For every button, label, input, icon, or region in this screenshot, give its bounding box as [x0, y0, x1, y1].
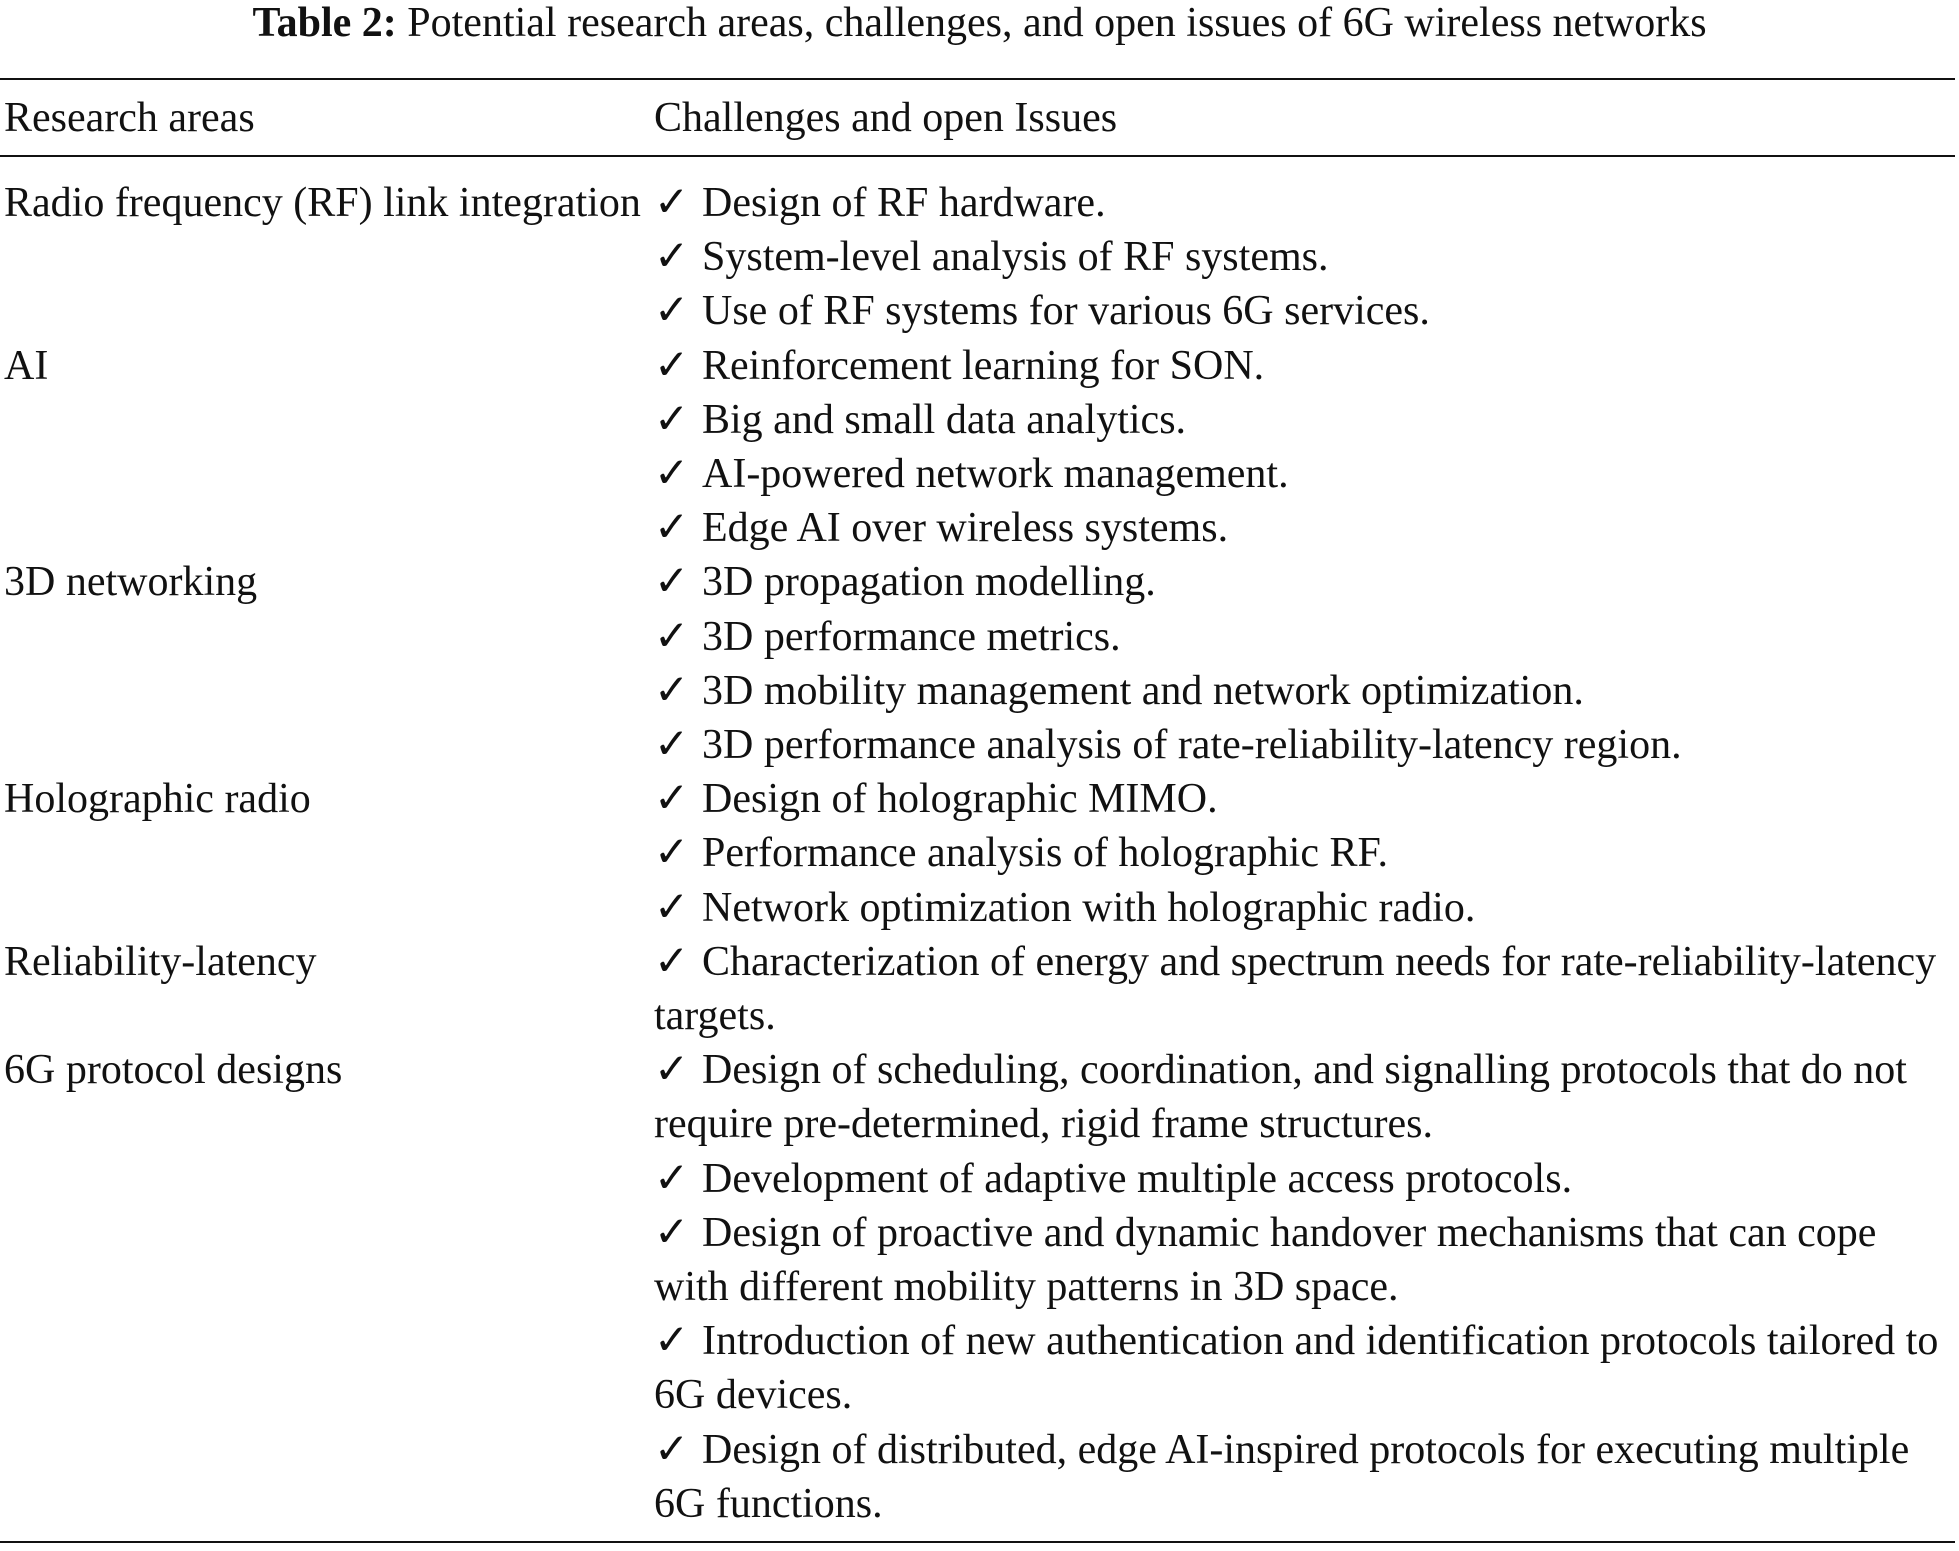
challenge-text: Characterization of energy and spectrum needs for rate-reliability-latency targets. — [654, 938, 1937, 1040]
challenge-text: Use of RF systems for various 6G services. — [702, 288, 1430, 335]
table-row — [0, 555, 1955, 772]
checkmark-icon: ✓ — [654, 1426, 690, 1473]
challenge-item — [654, 230, 1955, 284]
table-caption — [0, 0, 1959, 48]
checkmark-icon: ✓ — [654, 288, 690, 335]
table-row — [0, 1043, 1955, 1531]
research-area-cell: Radio frequency (RF) link integration — [4, 180, 641, 226]
table-row — [0, 176, 1955, 339]
checkmark-icon: ✓ — [654, 776, 690, 823]
challenge-item — [654, 339, 1955, 393]
checkmark-icon: ✓ — [654, 396, 690, 443]
checkmark-icon: ✓ — [654, 722, 690, 769]
checkmark-icon: ✓ — [654, 938, 690, 985]
challenge-item — [654, 1314, 1955, 1422]
checkmark-icon: ✓ — [654, 342, 690, 389]
challenge-text: Network optimization with holographic radio. — [702, 884, 1476, 931]
checkmark-icon: ✓ — [654, 613, 690, 660]
checkmark-icon: ✓ — [654, 1047, 690, 1094]
header-research-areas: Research areas — [4, 94, 255, 141]
challenge-text: Edge AI over wireless systems. — [702, 505, 1229, 552]
challenges-cell — [654, 935, 1955, 1043]
table-row — [0, 935, 1955, 1043]
challenge-item — [654, 1206, 1955, 1314]
challenge-text: Performance analysis of holographic RF. — [702, 830, 1388, 877]
challenges-cell — [654, 772, 1955, 935]
challenge-text: 3D propagation modelling. — [702, 559, 1156, 606]
challenge-item — [654, 393, 1955, 447]
challenge-text: Reinforcement learning for SON. — [702, 342, 1265, 389]
challenge-text: Design of distributed, edge AI-inspired protocols for executing multiple 6G functions. — [654, 1426, 1910, 1527]
checkmark-icon: ✓ — [654, 451, 690, 498]
challenge-item — [654, 284, 1955, 338]
checkmark-icon: ✓ — [654, 505, 690, 552]
challenge-item — [654, 826, 1955, 880]
checkmark-icon: ✓ — [654, 180, 690, 226]
header-challenges: Challenges and open Issues — [654, 94, 1118, 141]
caption-text: Potential research areas, challenges, and open issues of 6G wireless networks — [407, 0, 1707, 46]
challenge-text: 3D mobility management and network optimization. — [702, 667, 1584, 714]
challenge-item — [654, 881, 1955, 935]
research-area-cell: Holographic radio — [4, 776, 311, 823]
challenge-item — [654, 772, 1955, 826]
challenge-item — [654, 501, 1955, 555]
research-area-cell: 6G protocol designs — [4, 1047, 343, 1094]
checkmark-icon: ✓ — [654, 667, 690, 714]
caption-label: Table 2: — [252, 0, 397, 46]
challenge-item — [654, 664, 1955, 718]
challenge-item — [654, 176, 1955, 230]
challenge-item — [654, 447, 1955, 501]
research-area-cell: Reliability-latency — [4, 938, 317, 985]
challenge-text: Development of adaptive multiple access protocols. — [702, 1155, 1573, 1202]
research-area-cell: AI — [4, 342, 49, 389]
challenges-cell — [654, 1043, 1955, 1531]
challenge-text: System-level analysis of RF systems. — [702, 234, 1329, 281]
challenge-item — [654, 1043, 1955, 1151]
challenge-text: Design of RF hardware. — [702, 180, 1106, 226]
research-area-cell: 3D networking — [4, 559, 258, 606]
checkmark-icon: ✓ — [654, 559, 690, 606]
challenge-text: Design of holographic MIMO. — [702, 776, 1218, 823]
checkmark-icon: ✓ — [654, 1155, 690, 1202]
checkmark-icon: ✓ — [654, 830, 690, 877]
challenge-text: Big and small data analytics. — [702, 396, 1187, 443]
challenge-item — [654, 718, 1955, 772]
challenge-text: 3D performance analysis of rate-reliability-latency region. — [702, 722, 1682, 769]
challenges-cell — [654, 176, 1955, 339]
table-body — [0, 157, 1955, 1541]
table-header-row — [0, 80, 1955, 157]
research-areas-table — [0, 78, 1955, 1543]
challenges-cell — [654, 555, 1955, 772]
challenge-item — [654, 610, 1955, 664]
checkmark-icon: ✓ — [654, 1318, 690, 1365]
table-row — [0, 772, 1955, 935]
checkmark-icon: ✓ — [654, 884, 690, 931]
challenge-item — [654, 1423, 1955, 1531]
challenge-text: 3D performance metrics. — [702, 613, 1121, 660]
checkmark-icon: ✓ — [654, 1209, 690, 1256]
challenge-text: Design of scheduling, coordination, and signalling protocols that do not require pre-determined, rigid frame structures. — [654, 1047, 1907, 1148]
challenge-text: Introduction of new authentication and identification protocols tailored to 6G devices. — [654, 1318, 1939, 1419]
challenges-cell — [654, 339, 1955, 556]
challenge-item — [654, 555, 1955, 609]
challenge-text: AI-powered network management. — [702, 451, 1289, 498]
challenge-text: Design of proactive and dynamic handover mechanisms that can cope with different mobility patterns in 3D space. — [654, 1209, 1877, 1311]
table-row — [0, 339, 1955, 556]
challenge-item — [654, 935, 1955, 1043]
checkmark-icon: ✓ — [654, 234, 690, 281]
challenge-item — [654, 1152, 1955, 1206]
